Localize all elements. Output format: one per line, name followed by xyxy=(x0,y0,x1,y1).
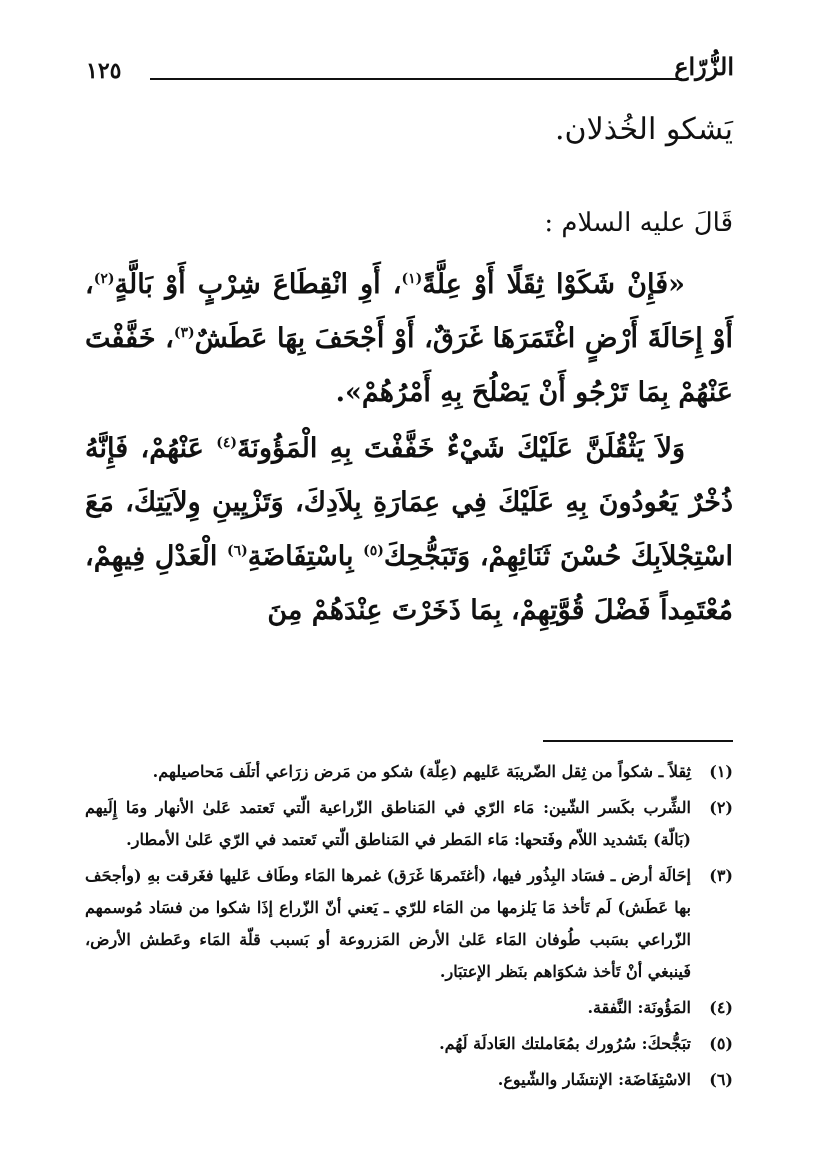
footnote-number: (٦) xyxy=(709,1070,733,1089)
paragraph-2-part-a: وَلاَ يَثْقُلَنَّ عَلَيْكَ شَيْءٌ خَفَّفْتَ بِهِ الْمَؤُونَةَ xyxy=(237,433,686,464)
header-rule xyxy=(150,78,682,80)
footnote-number: (٢) xyxy=(709,798,733,817)
page-number: ١٢٥ xyxy=(86,58,122,84)
footnote-text: إحَالَة أرض ـ فسَاد البِذُور فيها، (أغتَمرهَا غَرَق) غمرها المَاء وطَاف عَليها فغَرقت بهِ (وأجحَف بها عَطَش) لَم تَأخذ مَا يَلزمها من المَاء للرّي ـ يَعني أنّ الزّراع إذَا شكوا من فسَاد مُوسمهم الزّراعي بسَبب طُوفان المَاء عَلىٰ الأرض المَزروعة أو بَسبب قلّة المَاء وعَطش الأرض، فَينبغي أنْ تَأخذ شكوَاهم بنَظر الإعتبَار. xyxy=(85,866,691,981)
footnote-text: الاسْتِفَاضَة: الإنتشَار والشّيوع. xyxy=(497,1070,691,1089)
footnote-number: (١) xyxy=(709,762,733,781)
paragraph-2-part-d: الْعَدْلِ فِيهِمْ، مُعْتَمِداً فَضْلَ قُوَّتِهِمْ، بِمَا ذَخَرْتَ عِنْدَهُمْ مِنَ xyxy=(85,541,733,626)
footnote-ref-2: (٢) xyxy=(93,271,115,287)
footnote xyxy=(85,860,733,988)
footnote-text: المَؤُونَة: النَّفقة. xyxy=(587,998,691,1017)
footnote xyxy=(85,992,733,1024)
footnote xyxy=(85,792,733,856)
paragraph-1-part-b: ، أَوِ انْقِطَاعَ شِرْبٍ أَوْ بَالَّةٍ xyxy=(114,269,402,300)
footnote-separator xyxy=(543,740,733,742)
running-title: الزُّرّاع xyxy=(674,52,734,81)
paragraph-1-part-c: ، أَوْ إِحَالَةَ أَرْضٍ اغْتَمَرَهَا غَرَقٌ، أَوْ أَجْحَفَ بِهَا عَطَشٌ xyxy=(85,269,733,354)
paragraph-1-part-a: «فَإِنْ شَكَوْا ثِقَلًا أَوْ عِلَّةً xyxy=(422,269,685,300)
footnote-ref-3: (٣) xyxy=(173,325,195,341)
footnote-ref-4: (٤) xyxy=(216,435,238,451)
footnote-text: تبَجُّحكَ: سُرُورك بمُعَاملتك العَادلَة لَهُم. xyxy=(439,1034,691,1053)
footnote-number: (٤) xyxy=(709,998,733,1017)
footnote-ref-5: (٥) xyxy=(363,543,384,559)
speaker-line: قَالَ عليه السلام : xyxy=(544,208,733,238)
footnote-ref-6: (٦) xyxy=(226,543,248,559)
intro-line: يَشكو الخُذلان. xyxy=(555,112,733,147)
paragraph-2-part-b: عَنْهُمْ، فَإِنَّهُ ذُخْرٌ يَعُودُونَ بِهِ عَلَيْكَ فِي عِمَارَةِ بِلاَدِكَ، وَتَزْيِينِ وِلاَيَتِكَ، مَعَ اسْتِجْلاَبِكَ حُسْنَ ثَنَائِهِمْ، وَتَبَجُّحِكَ xyxy=(85,433,733,572)
footnote xyxy=(85,1064,733,1096)
running-header xyxy=(86,52,734,92)
footnote-text: الشِّرب بكَسر الشّين: مَاء الرّي في المَناطق الزّراعية الّتي تَعتمد عَلىٰ الأنهار ومَا إِلَيهم (بَالّة) بتَشديد اللاّم وفَتحها: مَاء المَطر في المَناطق الّتي تَعتمد في الرّي عَلىٰ الأمطار. xyxy=(85,798,692,849)
paragraph-2-part-c: بِاسْتِفَاضَةِ xyxy=(247,541,364,572)
footnote-ref-1: (١) xyxy=(401,271,423,287)
footnote-number: (٣) xyxy=(709,866,733,885)
footnote-text: ثِقلاً ـ شكواً من ثِقل الضّريبَة عَليهم (عِلّة) شكو من مَرض زرَاعي أتلَف مَحاصيلهم. xyxy=(152,762,691,781)
paragraph-1 xyxy=(85,258,733,420)
main-text xyxy=(85,258,733,638)
footnote xyxy=(85,1028,733,1060)
paragraph-1-part-d: ، خَفَّفْتَ عَنْهُمْ بِمَا تَرْجُو أَنْ يَصْلُحَ بِهِ أَمْرُهُمْ». xyxy=(85,323,733,408)
paragraph-2 xyxy=(85,422,733,638)
footnote-number: (٥) xyxy=(709,1034,733,1053)
footnote xyxy=(85,756,733,788)
footnotes xyxy=(85,756,733,1100)
